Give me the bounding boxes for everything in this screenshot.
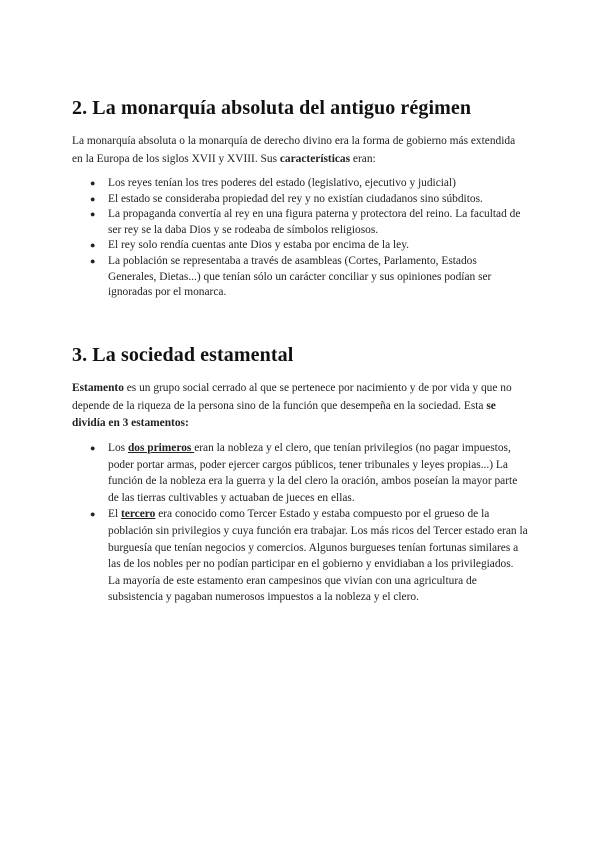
section-heading-monarquia: 2. La monarquía absoluta del antiguo régimen bbox=[72, 97, 472, 119]
intro-text: La monarquía absoluta o la monarquía de derecho divino era la forma de gobierno más extendida en la Europa de los siglos XVII y XVIII. Sus bbox=[72, 135, 516, 165]
bullet-icon: ● bbox=[90, 178, 96, 188]
intro-bold-division: se dividía en 3 estamentos: bbox=[72, 399, 496, 429]
list-item bbox=[72, 176, 528, 192]
list-item-prefix: Los bbox=[108, 442, 128, 454]
list-item bbox=[72, 192, 528, 208]
emphasis-dos-primeros: dos primeros bbox=[127, 442, 195, 454]
section-heading-sociedad: 3. La sociedad estamental bbox=[72, 344, 294, 366]
list-item-text: eran la nobleza y el clero, que tenían privilegios (no pagar impuestos, poder portar armas, poder ejercer cargos públicos, tener tribunales y leyes propias...) La función de la nobleza era la guerra y la del clero la oración, ambos poseían la mayor parte de las tierras cultivables y actuaban de jueces en ellas. bbox=[108, 442, 518, 504]
bullet-icon: ● bbox=[90, 443, 96, 453]
bullet-icon: ● bbox=[90, 209, 96, 220]
list-item-text: El rey solo rendía cuentas ante Dios y estaba por encima de la ley. bbox=[108, 239, 410, 252]
intro-bold-caracteristicas: características bbox=[279, 152, 351, 165]
list-item-text: El estado se consideraba propiedad del rey y no existían ciudadanos sino súbditos. bbox=[108, 192, 483, 205]
list-item bbox=[72, 254, 528, 301]
characteristics-list bbox=[72, 176, 528, 301]
list-item-text: Los reyes tenían los tres poderes del estado (legislativo, ejecutivo y judicial) bbox=[108, 177, 456, 189]
section-intro-monarquia bbox=[72, 133, 528, 168]
list-item bbox=[72, 238, 528, 254]
list-item-text: era conocido como Tercer Estado y estaba compuesto por el grueso de la población sin privilegios y cuya función era trabajar. Los más ricos del Tercer estado eran la burguesía que tenían negocios y comercios. Algunos burgueses tenían fortunas similares a las de los nobles per no podían participar en el gobierno y envidiaban a los privilegiados. La mayoría de este estamento eran campesinos que vivían con una agricultura de subsistencia y pagaban numerosos impuestos a la nobleza y el clero. bbox=[108, 508, 528, 604]
list-item-prefix: El bbox=[108, 508, 121, 521]
list-item bbox=[72, 207, 528, 238]
intro-bold-estamento: Estamento bbox=[72, 382, 124, 394]
list-item bbox=[72, 506, 528, 606]
list-item bbox=[72, 440, 528, 506]
list-item-text: La propaganda convertía al rey en una figura paterna y protectora del reino. La facultad de ser rey se la daba Dios y se rodeaba de símbolos religiosos. bbox=[108, 208, 521, 236]
bullet-icon: ● bbox=[90, 255, 96, 266]
bullet-icon: ● bbox=[90, 193, 96, 204]
list-item-text: La población se representaba a través de asambleas (Cortes, Parlamento, Estados Generales, Dietas...) que tenían sólo un carácter conciliar y sus opiniones podían ser ignoradas por el monarca. bbox=[108, 254, 492, 299]
intro-text: es un grupo social cerrado al que se pertenece por nacimiento y de por vida y que no depende de la riqueza de la persona sino de la función que desempeña en la sociedad. Esta bbox=[72, 382, 512, 412]
bullet-icon: ● bbox=[90, 240, 96, 251]
section-intro-sociedad bbox=[72, 380, 528, 433]
bullet-icon: ● bbox=[90, 509, 96, 520]
emphasis-tercero: tercero bbox=[120, 508, 156, 521]
intro-text-end: eran: bbox=[350, 152, 376, 165]
estamentos-list bbox=[72, 440, 528, 606]
